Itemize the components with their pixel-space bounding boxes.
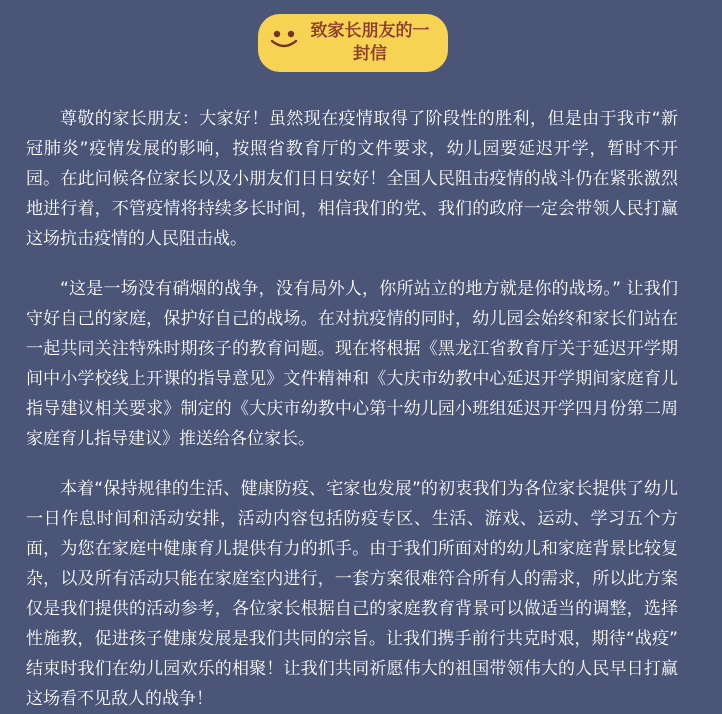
letter-title-badge: [258, 14, 448, 72]
letter-body: [0, 104, 722, 714]
badge-title: 致家长朋友的一封信: [310, 21, 430, 64]
smiley-face-icon: [270, 28, 304, 60]
paragraph-greeting: 尊敬的家长朋友：大家好！虽然现在疫情取得了阶段性的胜利，但是由于我市“新冠肺炎”疫情发展的影响，按照省教育厅的文件要求，幼儿园要延迟开学，暂时不开园。在此问候各位家长以及小朋友们日日安好！全国人民阻击疫情的战斗仍在紧张激烈地进行着，不管疫情将持续多长时间，相信我们的党、我们的政府一定会带领人民打赢这场抗击疫情的人民阻击战。: [26, 109, 678, 249]
paragraph-guidance-plan: 本着“保持规律的生活、健康防疫、宅家也发展”的初衷我们为各位家长提供了幼儿一日作息时间和活动安排，活动内容包括防疫专区、生活、游戏、运动、学习五个方面，为您在家庭中健康育儿提供有力的抓手。由于我们所面对的幼儿和家庭背景比较复杂，以及所有活动只能在家庭室内进行，一套方案很难符合所有人的需求，所以此方案仅是我们提供的活动参考，各位家长根据自己的家庭教育背景可以做适当的调整，选择性施教，促进孩子健康发展是我们共同的宗旨。让我们携手前行共克时艰，期待“战疫”结束时我们在幼儿园欢乐的相聚！让我们共同祈愿伟大的祖国带领伟大的人民早日打赢这场看不见敌人的战争！: [26, 479, 678, 709]
paragraph-war-without-smoke: “这是一场没有硝烟的战争，没有局外人，你所站立的地方就是你的战场。” 让我们守好自己的家庭，保护好自己的战场。在对抗疫情的同时，幼儿园会始终和家长们站在一起共同关注特殊时期孩子的教育问题。现在将根据《黑龙江省教育厅关于延迟开学期间中小学校线上开课的指导意见》文件精神和《大庆市幼教中心延迟开学期间家庭育儿指导建议相关要求》制定的《大庆市幼教中心第十幼儿园小班组延迟开学四月份第二周家庭育儿指导建议》推送给各位家长。: [26, 279, 678, 449]
letter-page: [0, 14, 722, 714]
